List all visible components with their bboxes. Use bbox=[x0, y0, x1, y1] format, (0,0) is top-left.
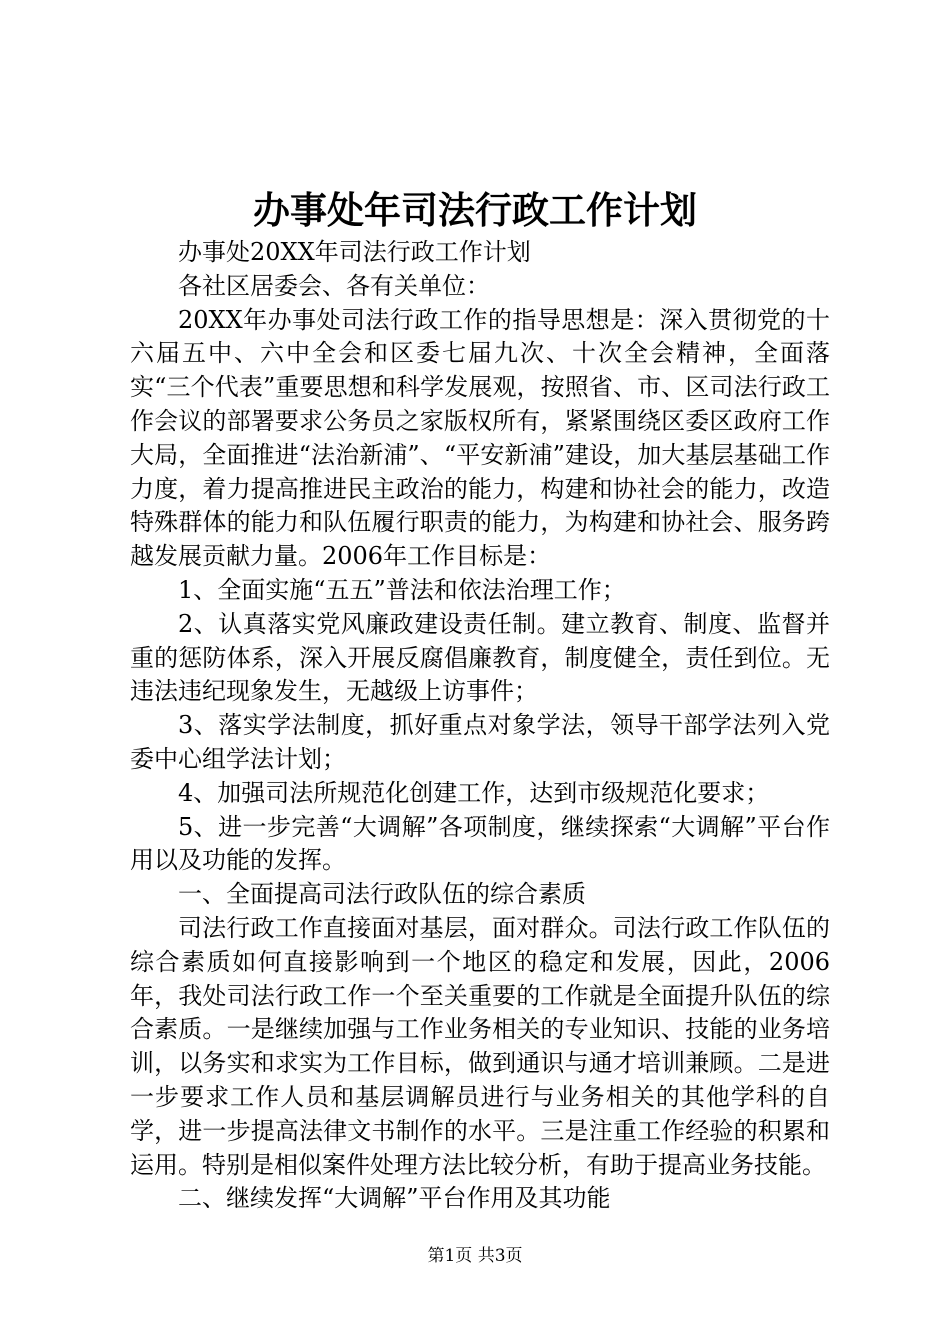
paragraph-goal-5: 5、进一步完善“大调解”各项制度，继续探索“大调解”平台作用以及功能的发挥。 bbox=[130, 812, 830, 875]
paragraph-section-1-body: 司法行政工作直接面对基层，面对群众。司法行政工作队伍的综合素质如何直接影响到一个地区的稳定和发展，因此，2006年，我处司法行政工作一个至关重要的工作就是全面提升队伍的综合素质。一是继续加强与工作业务相关的专业知识、技能的业务培训，以务实和求实为工作目标，做到通识与通才培训兼顾。二是进一步要求工作人员和基层调解员进行与业务相关的其他学科的自学，进一步提高法律文书制作的水平。三是注重工作经验的积累和运用。特别是相似案件处理方法比较分析，有助于提高业务技能。 bbox=[130, 913, 830, 1179]
document-title: 办事处年司法行政工作计划 bbox=[253, 188, 697, 232]
paragraph-guiding-thought: 20XX年办事处司法行政工作的指导思想是：深入贯彻党的十六届五中、六中全会和区委七届九次、十次全会精神，全面落实“三个代表”重要思想和科学发展观，按照省、市、区司法行政工作会议的部署要求公务员之家版权所有，紧紧围绕区委区政府工作大局，全面推进“法治新浦”、“平安新浦”建设，加大基层基础工作力度，着力提高推进民主政治的能力，构建和协社会的能力，改造特殊群体的能力和队伍履行职责的能力，为构建和协社会、服务跨越发展贡献力量。2006年工作目标是： bbox=[130, 305, 830, 571]
paragraph-goal-2: 2、认真落实党风廉政建设责任制。建立教育、制度、监督并重的惩防体系，深入开展反腐倡廉教育，制度健全，责任到位。无违法违纪现象发生，无越级上访事件； bbox=[130, 609, 830, 706]
section-heading-1: 一、全面提高司法行政队伍的综合素质 bbox=[178, 880, 586, 909]
paragraph-heading-line: 办事处20XX年司法行政工作计划 bbox=[178, 238, 531, 266]
paragraph-goal-3: 3、落实学法制度，抓好重点对象学法，领导干部学法列入党委中心组学法计划； bbox=[130, 711, 830, 773]
document-body bbox=[130, 236, 830, 1216]
section-heading-2: 二、继续发挥“大调解”平台作用及其功能 bbox=[178, 1184, 611, 1213]
paragraph-goal-1: 1、全面实施“五五”普法和依法治理工作； bbox=[178, 575, 626, 604]
paragraph-salutation: 各社区居委会、各有关单位： bbox=[178, 271, 490, 300]
page-footer: 第1页 共3页 bbox=[427, 1246, 523, 1266]
paragraph-goal-4: 4、加强司法所规范化创建工作，达到市级规范化要求； bbox=[178, 778, 770, 807]
